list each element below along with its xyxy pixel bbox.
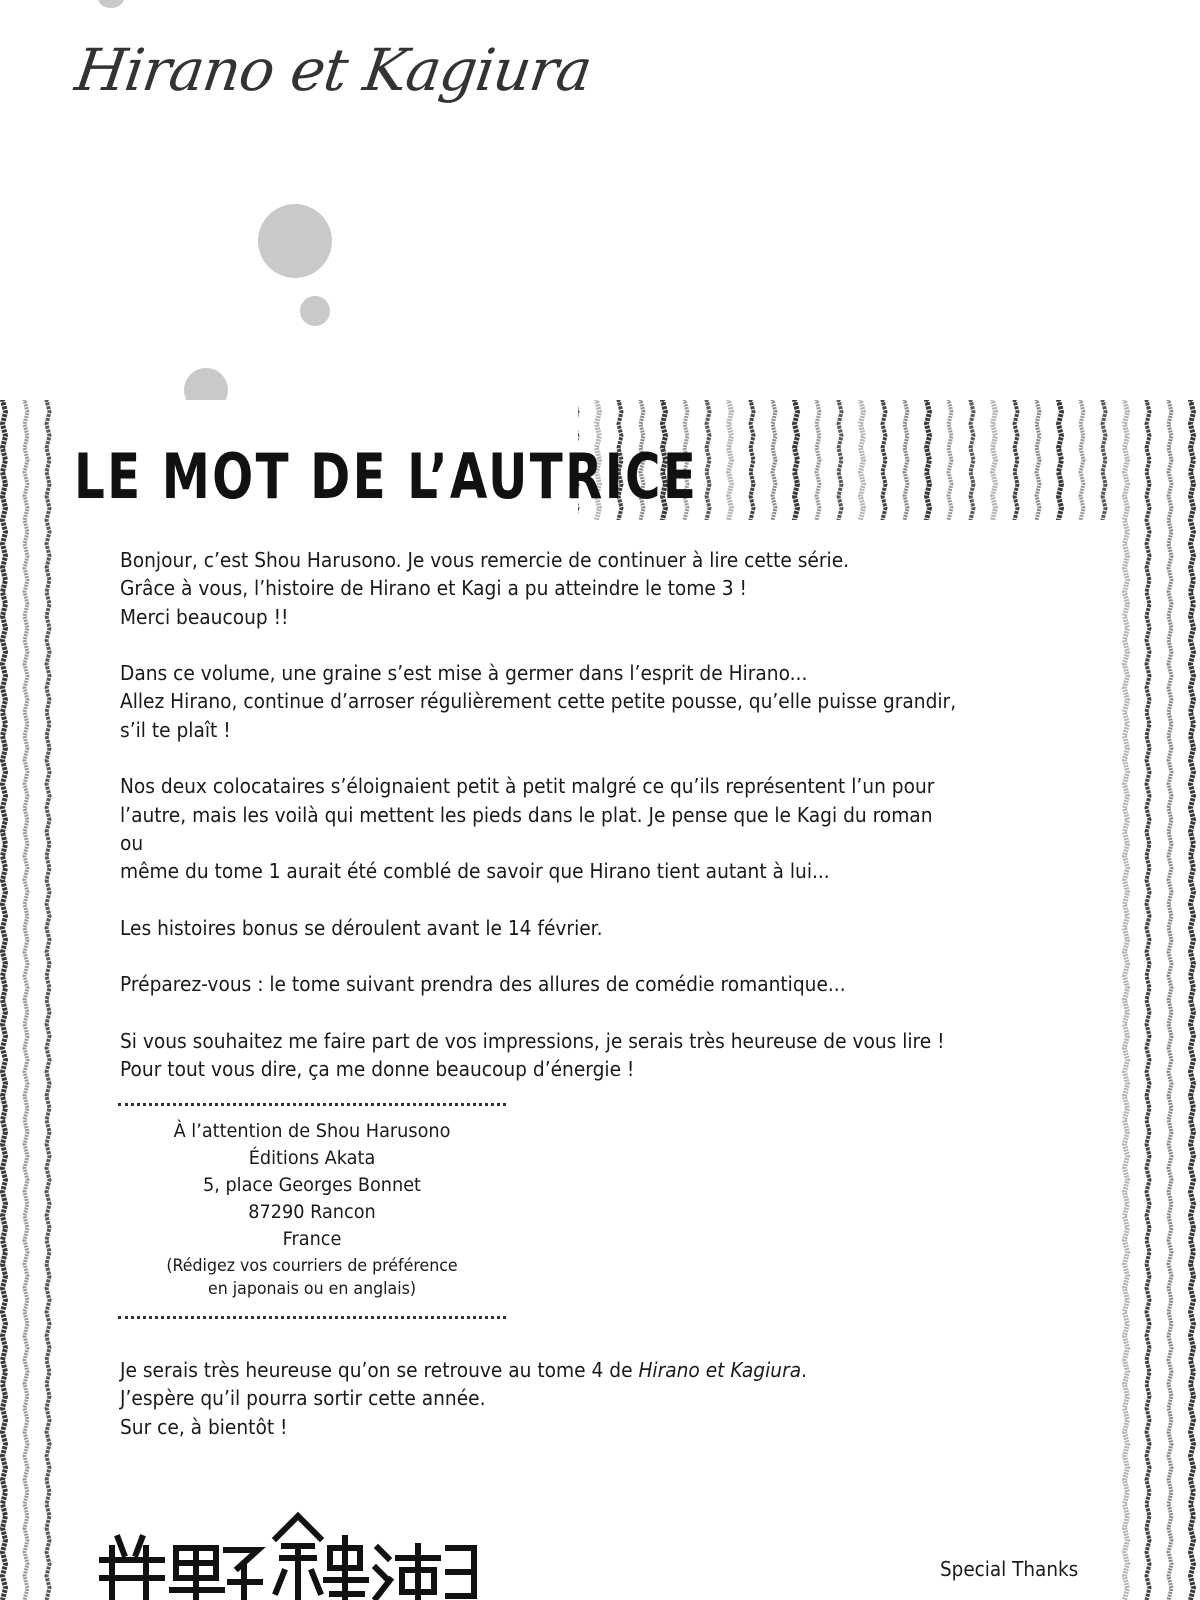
address-note-line1: (Rédigez vos courriers de préférence — [166, 1256, 458, 1276]
stripe-line — [25, 400, 28, 1600]
author-message — [120, 546, 957, 1112]
closing-line-2: J’espère qu’il pourra sortir cette année. — [120, 1386, 486, 1411]
decorative-dot-large — [258, 204, 332, 278]
stripe-line — [3, 400, 6, 1600]
closing-line-1 — [120, 1356, 957, 1384]
paragraph-feedback: Si vous souhaitez me faire part de vos impressions, je serais très heureuse de vous lire ! Pour tout vous dire, ça me donne beaucoup d’énergie ! — [120, 1029, 945, 1082]
address-note-line2: en japonais ou en anglais) — [207, 1279, 417, 1299]
divider-bottom — [118, 1316, 506, 1319]
paragraph-roommates: Nos deux colocataires s’éloignaient petit à petit malgré ce qu’ils représentent l’un pour l’autre, mais les voilà qui mettent les pieds dans le plat. Je pense que le Kagi du roman ou même du tome 1 aurait été comblé de savoir que Hirano tient autant à lui... — [120, 774, 935, 884]
decorative-dot-small — [300, 296, 330, 326]
closing-line-3: Sur ce, à bientôt ! — [120, 1414, 288, 1439]
address-line-publisher: Éditions Akata — [248, 1147, 376, 1169]
divider-top — [118, 1103, 506, 1106]
closing-message — [120, 1356, 957, 1441]
paragraph-bonus: Les histoires bonus se déroulent avant le 14 février. — [120, 915, 603, 940]
author-signature-artwork — [98, 1508, 478, 1600]
right-stripe-gap — [1080, 520, 1172, 1550]
special-thanks-label: Special Thanks — [940, 1557, 1079, 1581]
closing-line-1-end: . — [801, 1358, 808, 1382]
address-line-recipient: À l’attention de Shou Harusono — [173, 1120, 451, 1142]
stripe-line — [47, 400, 50, 1600]
address-line-street: 5, place Georges Bonnet — [202, 1174, 421, 1196]
paragraph-volume: Dans ce volume, une graine s’est mise à germer dans l’esprit de Hirano... Allez Hirano, continue d’arroser régulièrement cette petite pousse, qu’elle puisse grandir, s’il te plaît ! — [120, 661, 957, 742]
series-logo: Hirano et Kagiura — [71, 36, 596, 104]
decorative-dot-top — [98, 0, 124, 8]
stripe-line — [1191, 400, 1194, 1600]
closing-line-1-text: Je serais très heureuse qu’on se retrouve au tome 4 de — [120, 1358, 639, 1382]
mail-address — [132, 1118, 493, 1301]
paragraph-greeting: Bonjour, c’est Shou Harusono. Je vous remercie de continuer à lire cette série. Grâce à vous, l’histoire de Hirano et Kagi a pu atteindre le tome 3 ! Merci beaucoup !! — [120, 548, 850, 629]
address-line-city: 87290 Rancon — [248, 1201, 376, 1223]
series-title-reference: Hirano et Kagiura — [638, 1358, 802, 1382]
address-line-country: France — [282, 1228, 342, 1250]
paragraph-next-volume: Préparez-vous : le tome suivant prendra des allures de comédie romantique... — [120, 972, 846, 997]
address-note — [132, 1255, 493, 1301]
page-title: LE MOT DE L’AUTRICE — [74, 440, 699, 513]
